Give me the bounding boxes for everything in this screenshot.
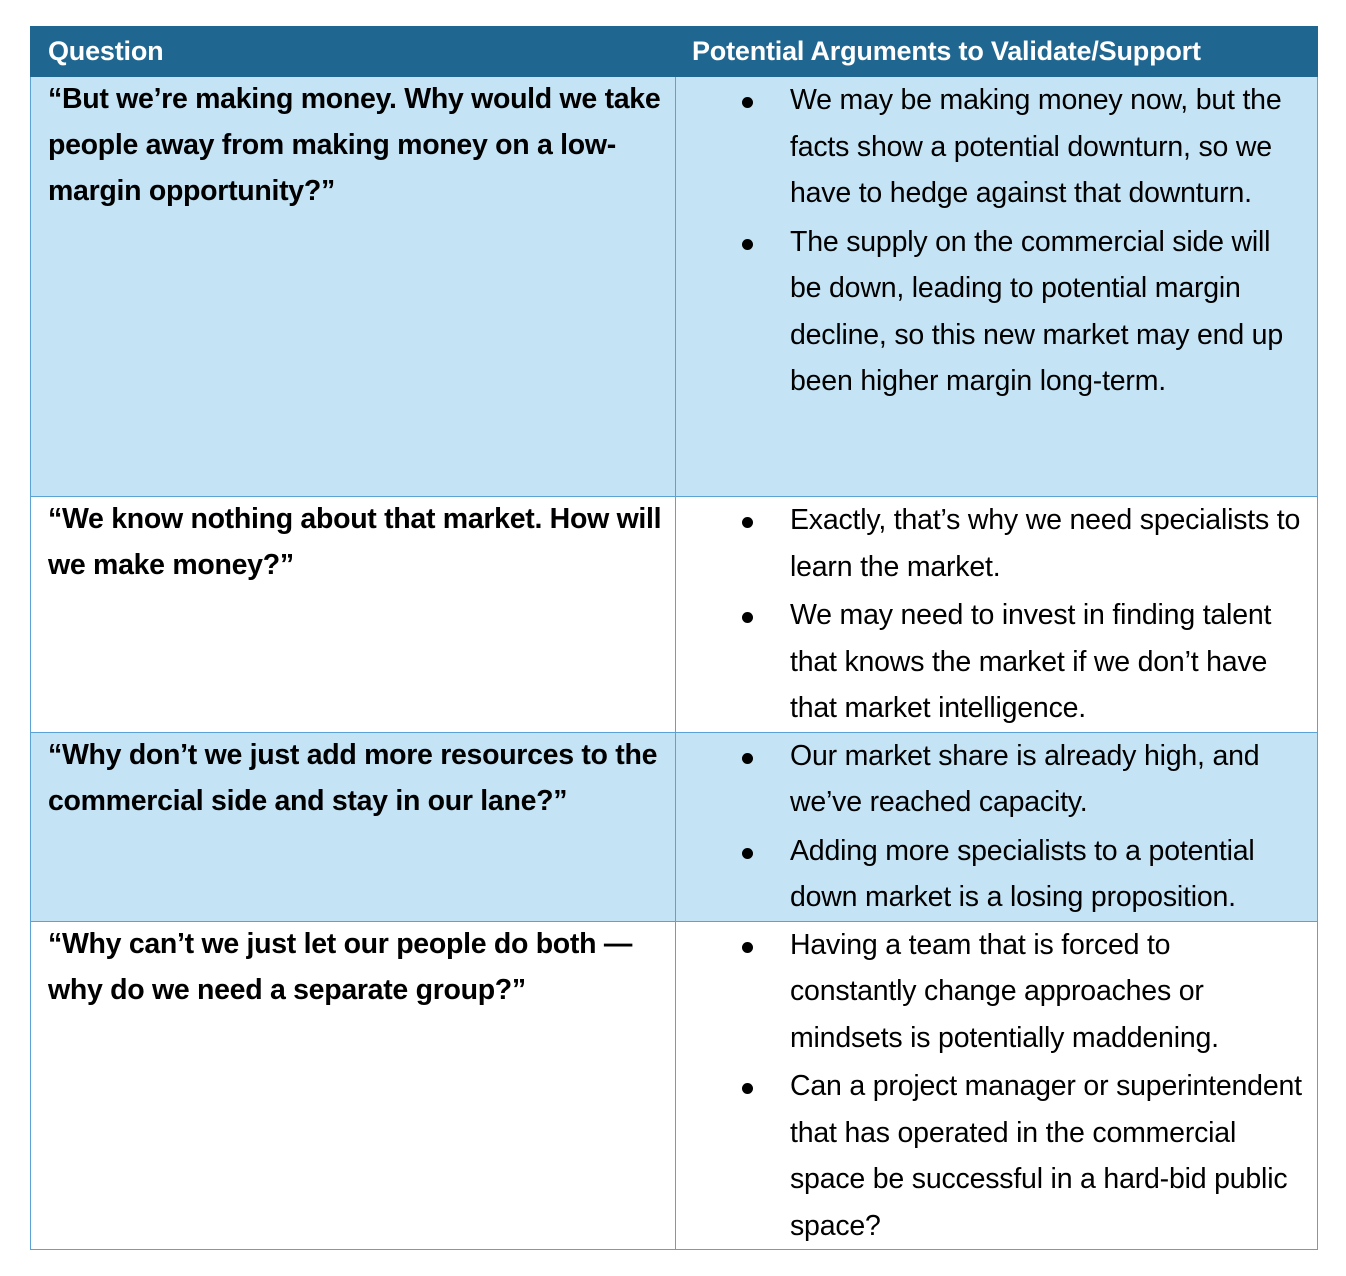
argument-text: Having a team that is forced to constantly change approaches or mindsets is potentially maddening. [790,928,1219,1054]
argument-text: Our market share is already high, and we’ve reached capacity. [790,739,1260,818]
argument-text: Adding more specialists to a potential down market is a losing proposition. [790,834,1255,913]
argument-item [676,828,1303,921]
bullet-icon [742,97,753,108]
table-header-row [31,27,1318,77]
arguments-cell [676,732,1318,921]
question-text: “But we’re making money. Why would we take people away from making money on a low-margin opportunity?” [48,83,661,207]
arguments-list [676,497,1317,732]
bullet-icon [742,1083,753,1094]
argument-item [676,733,1303,826]
question-cell [31,732,676,921]
table-row [31,732,1318,921]
table-row [31,77,1318,497]
question-text: “Why don’t we just add more resources to the commercial side and stay in our lane?” [48,738,658,817]
arguments-cell [676,497,1318,733]
argument-text: We may be making money now, but the facts show a potential downturn, so we have to hedge against that downturn. [790,84,1282,209]
argument-text: The supply on the commercial side will be down, leading to potential margin decline, so this new market may end up been higher margin long-term. [790,225,1283,397]
argument-item [676,77,1303,217]
table-row [31,497,1318,733]
argument-item [676,1063,1303,1249]
bullet-icon [742,239,753,250]
argument-text: Can a project manager or superintendent that has operated in the commercial space be successful in a hard-bid public space? [790,1070,1302,1242]
arguments-list [676,77,1317,405]
argument-item [676,922,1303,1062]
arguments-list [676,733,1317,921]
argument-text: Exactly, that’s why we need specialists to learn the market. [790,504,1301,583]
question-cell [31,921,676,1250]
table-row [31,921,1318,1250]
argument-text: We may need to invest in finding talent that knows the market if we don’t have that market intelligence. [790,599,1272,724]
bullet-icon [742,848,753,859]
arguments-cell [676,921,1318,1250]
bullet-icon [742,517,753,528]
bullet-icon [742,942,753,953]
question-cell [31,497,676,733]
argument-item [676,497,1303,590]
argument-item [676,592,1303,732]
question-text: “Why can’t we just let our people do both — why do we need a separate group?” [48,927,633,1006]
column-header-question: Question [31,27,676,77]
bullet-icon [742,753,753,764]
column-header-arguments: Potential Arguments to Validate/Support [676,27,1318,77]
arguments-list [676,922,1317,1250]
arguments-cell [676,77,1318,497]
question-text: “We know nothing about that market. How will we make money?” [48,503,662,581]
bullet-icon [742,612,753,623]
objections-table [30,26,1318,1250]
question-cell [31,77,676,497]
argument-item [676,219,1303,405]
